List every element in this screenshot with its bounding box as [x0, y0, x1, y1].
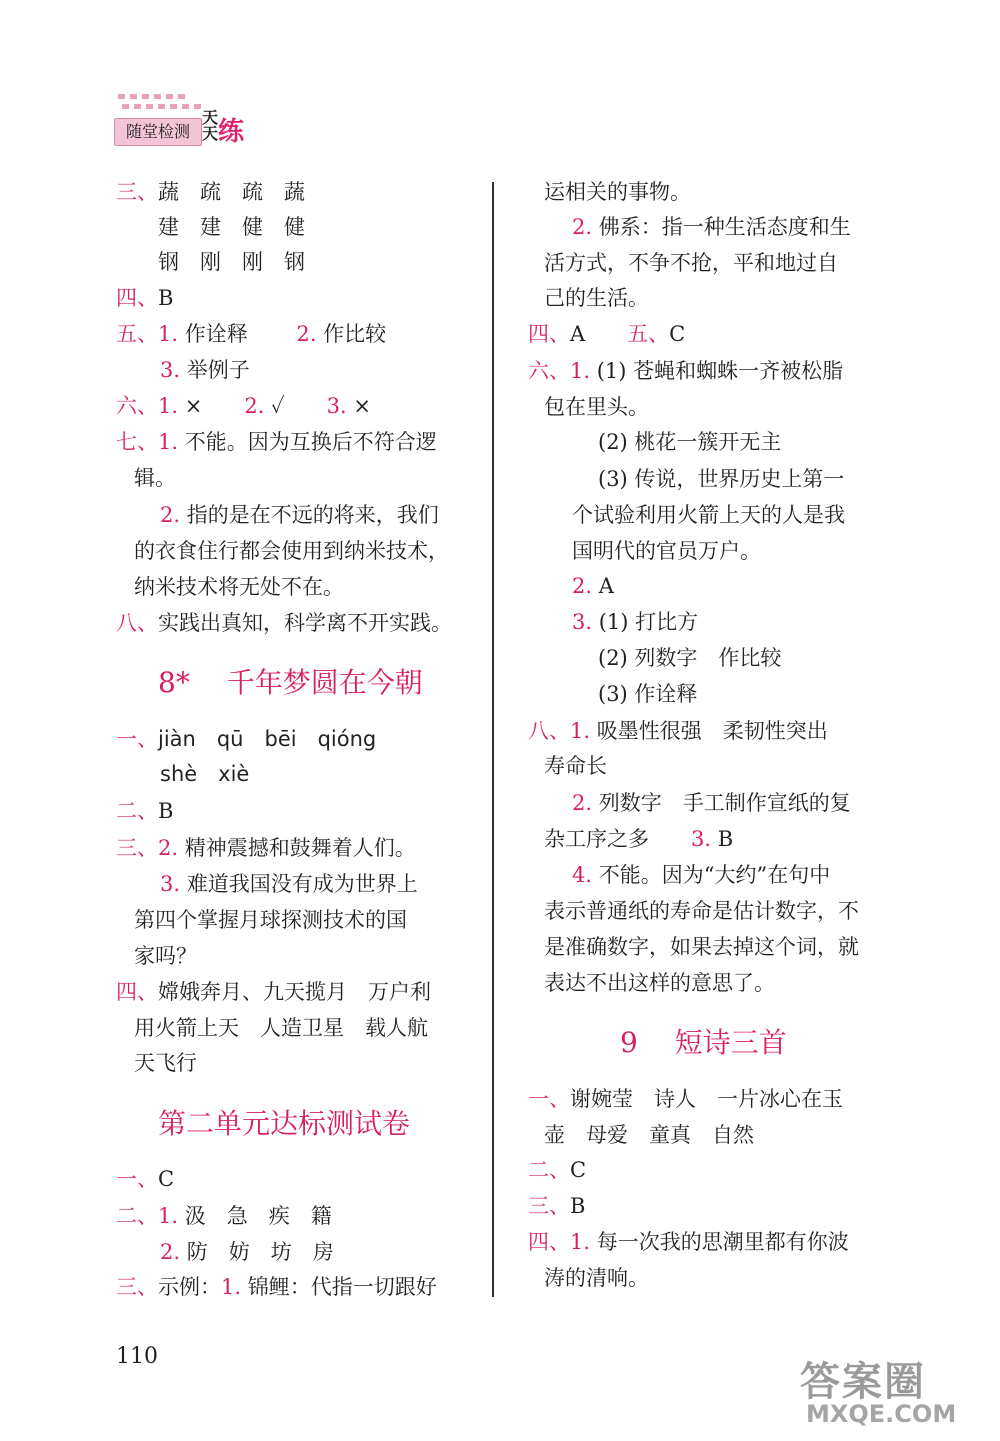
answer-line: 运相关的事物。: [544, 180, 691, 204]
answer-line: 八、1. 吸墨性很强 柔韧性突出: [528, 719, 828, 743]
answer-line: 四、A 五、C: [528, 322, 686, 346]
answer-line: 包在里头。: [544, 395, 649, 419]
answer-line: 天飞行: [134, 1051, 197, 1075]
answer-line: 活方式，不争不抢，平和地过自: [544, 251, 838, 275]
watermark-url: MXQE.COM: [806, 1400, 957, 1428]
answer-line: 3. 难道我国没有成为世界上: [160, 872, 418, 896]
series-logo: [114, 88, 254, 150]
answer-line: (3) 作诠释: [598, 682, 698, 706]
answer-line: 3. 举例子: [160, 358, 250, 382]
page-number: 110: [116, 1344, 158, 1369]
answer-line: 辑。: [134, 466, 176, 490]
answer-line: 纳米技术将无处不在。: [134, 575, 344, 599]
answer-line: shè xiè: [160, 762, 250, 786]
answer-line: 建 建 健 健: [158, 215, 305, 239]
answer-line: 一、jiàn qū bēi qióng: [116, 727, 377, 751]
answer-line: 2. 佛系：指一种生活态度和生: [572, 215, 851, 239]
answer-line: 八、实践出真知，科学离不开实践。: [116, 611, 452, 635]
answer-line: 三、B: [528, 1194, 586, 1218]
answer-line: 壶 母爱 童真 自然: [544, 1123, 754, 1147]
answer-line: 三、蔬 疏 疏 蔬: [116, 180, 305, 204]
answer-line: 2. A: [572, 574, 614, 598]
answer-line: 个试验利用火箭上天的人是我: [572, 503, 845, 527]
logo-text: 随堂检测: [114, 118, 202, 146]
answer-line: 六、1. (1) 苍蝇和蜘蛛一齐被松脂: [528, 359, 844, 383]
answer-line: 的衣食住行都会使用到纳米技术，: [134, 539, 449, 563]
answer-line: 二、C: [528, 1158, 587, 1182]
answer-line: 一、谢婉莹 诗人 一片冰心在玉: [528, 1087, 843, 1111]
watermark: [800, 1350, 995, 1436]
answer-line: 第四个掌握月球探测技术的国: [134, 908, 407, 932]
answer-line: (2) 桃花一簇开无主: [598, 430, 782, 454]
answer-line: 2. 指的是在不远的将来，我们: [160, 503, 439, 527]
answer-line: 国明代的官员万户。: [572, 539, 761, 563]
answer-line: 表达不出这样的意思了。: [544, 971, 775, 995]
answer-line: 二、1. 汲 急 疾 籍: [116, 1204, 332, 1228]
answer-line: 家吗？: [134, 944, 197, 968]
answer-line: 杂工序之多 3. B: [544, 827, 734, 851]
answer-line: 2. 防 妨 坊 房: [160, 1240, 334, 1264]
answer-line: 寿命长: [544, 754, 607, 778]
answer-line: (2) 列数字 作比较: [598, 646, 782, 670]
answer-line: 四、嫦娥奔月、九天揽月 万户利: [116, 980, 431, 1004]
answer-line: 一、C: [116, 1167, 175, 1191]
answer-line: 用火箭上天 人造卫星 载人航: [134, 1016, 428, 1040]
answer-line: 4. 不能。因为“大约”在句中: [572, 863, 831, 887]
answer-line: 2. 列数字 手工制作宣纸的复: [572, 791, 851, 815]
answer-line: 三、2. 精神震撼和鼓舞着人们。: [116, 836, 416, 860]
answer-line: 是准确数字，如果去掉这个词，就: [544, 935, 859, 959]
answer-line: 己的生活。: [544, 286, 649, 310]
answer-line: 五、1. 作诠释 2. 作比较: [116, 322, 387, 346]
answer-line: (3) 传说，世界历史上第一: [598, 467, 845, 491]
answer-line: 四、B: [116, 286, 174, 310]
logo-tian: 天天: [202, 108, 219, 143]
unit-title: 第二单元达标测试卷: [158, 1107, 411, 1140]
logo-decoration-icon: [116, 92, 212, 114]
logo-lian: 练: [218, 117, 245, 147]
answer-line: 涛的清响。: [544, 1266, 649, 1290]
answer-line: 四、1. 每一次我的思潮里都有你波: [528, 1230, 849, 1254]
answer-line: 六、1. × 2. ✓ 3. ×: [116, 394, 371, 418]
answer-line: 钢 刚 刚 钢: [158, 250, 305, 274]
answer-line: 七、1. 不能。因为互换后不符合逻: [116, 430, 437, 454]
watermark-text: 答案圈: [800, 1359, 926, 1405]
column-divider: [492, 182, 494, 1297]
answer-line: 二、B: [116, 799, 174, 823]
answer-line: 三、示例：1. 锦鲤：代指一切跟好: [116, 1275, 437, 1299]
answer-line: 3. (1) 打比方: [572, 610, 699, 634]
section-title: 9 短诗三首: [620, 1026, 787, 1059]
section-title: 8* 千年梦圆在今朝: [158, 666, 423, 699]
answer-line: 表示普通纸的寿命是估计数字，不: [544, 899, 859, 923]
